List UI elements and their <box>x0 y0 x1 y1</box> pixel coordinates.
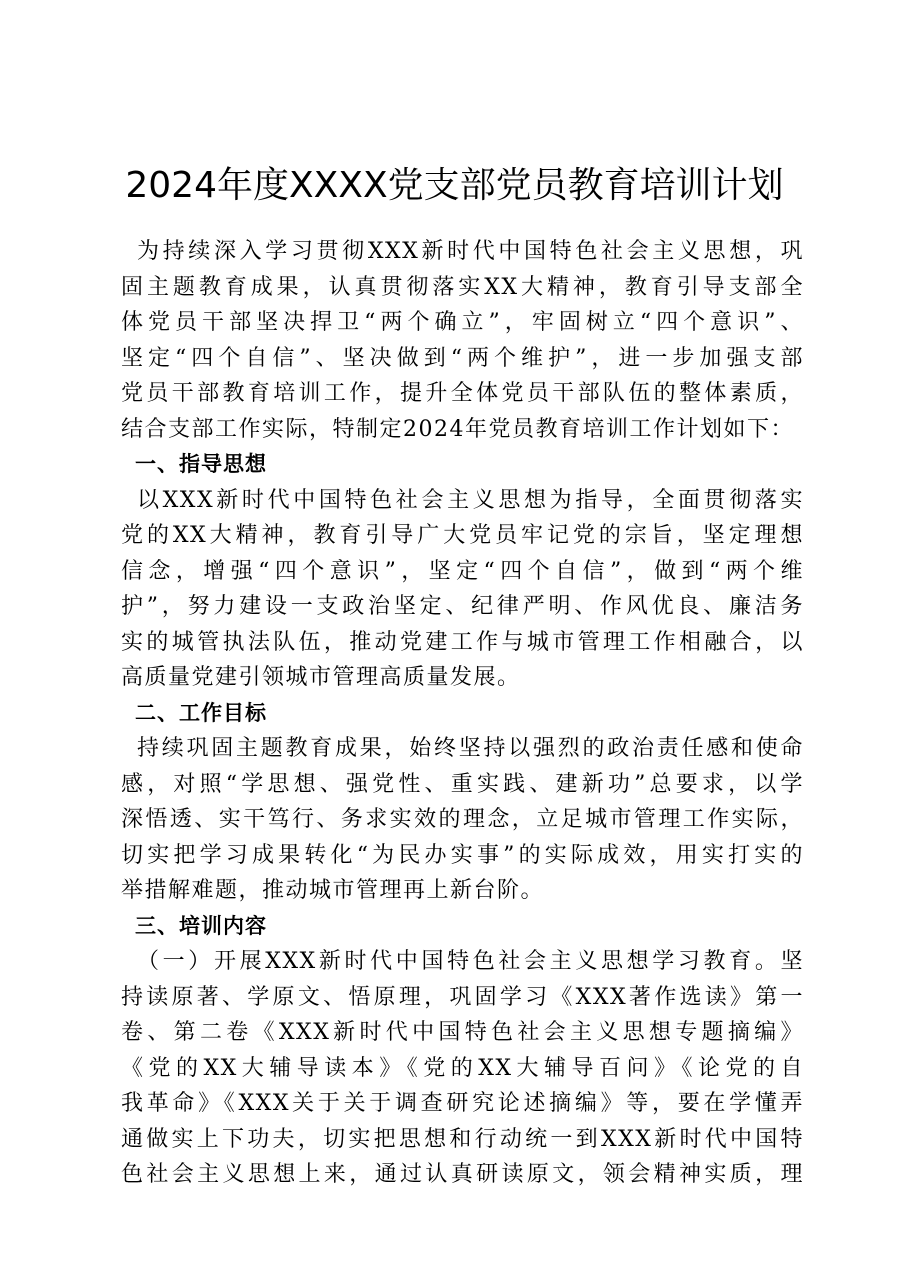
intro-line: 党员干部教育培训工作，提升全体党员干部队伍的整体素质， <box>121 381 804 406</box>
section-line: 《党的XX大辅导读本》《党的XX大辅导百问》《论党的自 <box>121 1055 804 1081</box>
intro-line: 为持续深入学习贯彻XXX新时代中国特色社会主义思想，巩 <box>137 239 804 264</box>
section-line: 高质量党建引领城市管理高质量发展。 <box>121 665 521 690</box>
section-heading-work-goals: 二、工作目标 <box>135 700 267 725</box>
section-line: 党的XX大精神，教育引导广大党员牢记党的宗旨，坚定理想 <box>121 523 804 548</box>
document-title: 2024年度XXXX党支部党员教育培训计划 <box>125 165 784 206</box>
section-line: 信念，增强“四个意识”，坚定“四个自信”，做到“两个维 <box>121 558 804 584</box>
intro-line: 结合支部工作实际，特制定2024年党员教育培训工作计划如下： <box>121 416 794 442</box>
section-line: 持续巩固主题教育成果，始终坚持以强烈的政治责任感和使命 <box>137 736 804 761</box>
section-heading-training-content: 三、培训内容 <box>135 913 267 938</box>
section-line: 我革命》《XXX关于关于调查研究论述摘编》等，要在学懂弄 <box>121 1091 804 1116</box>
document-body <box>121 234 804 1193</box>
section-line: 通做实上下功夫，切实把思想和行动统一到XXX新时代中国特 <box>121 1126 804 1152</box>
section-line: 卷、第二卷《XXX新时代中国特色社会主义思想专题摘编》 <box>121 1020 804 1045</box>
section-line: 以XXX新时代中国特色社会主义思想为指导，全面贯彻落实 <box>137 487 804 513</box>
section-line: 感，对照“学思想、强党性、重实践、建新功”总要求，以学 <box>121 771 804 797</box>
section-line: （一）开展XXX新时代中国特色社会主义思想学习教育。坚 <box>137 949 804 974</box>
section-line: 深悟透、实干笃行、务求实效的理念，立足城市管理工作实际， <box>121 807 804 832</box>
section-line: 色社会主义思想上来，通过认真研读原文，领会精神实质，理 <box>121 1162 804 1187</box>
intro-line: 坚定“四个自信”、坚决做到“两个维护”，进一步加强支部 <box>121 345 804 371</box>
section-line: 切实把学习成果转化“为民办实事”的实际成效，用实打实的 <box>121 842 804 868</box>
section-line: 举措解难题，推动城市管理再上新台阶。 <box>121 878 545 903</box>
section-line: 护”，努力建设一支政治坚定、纪律严明、作风优良、廉洁务 <box>121 594 804 619</box>
section-line: 持读原著、学原文、悟原理，巩固学习《XXX著作选读》第一 <box>121 984 804 1010</box>
intro-line: 体党员干部坚决捍卫“两个确立”，牢固树立“四个意识”、 <box>121 310 804 335</box>
section-heading-guiding-ideology: 一、指导思想 <box>135 452 267 476</box>
section-line: 实的城管执法队伍，推动党建工作与城市管理工作相融合，以 <box>121 629 804 655</box>
intro-line: 固主题教育成果，认真贯彻落实XX大精神，教育引导支部全 <box>121 274 804 300</box>
